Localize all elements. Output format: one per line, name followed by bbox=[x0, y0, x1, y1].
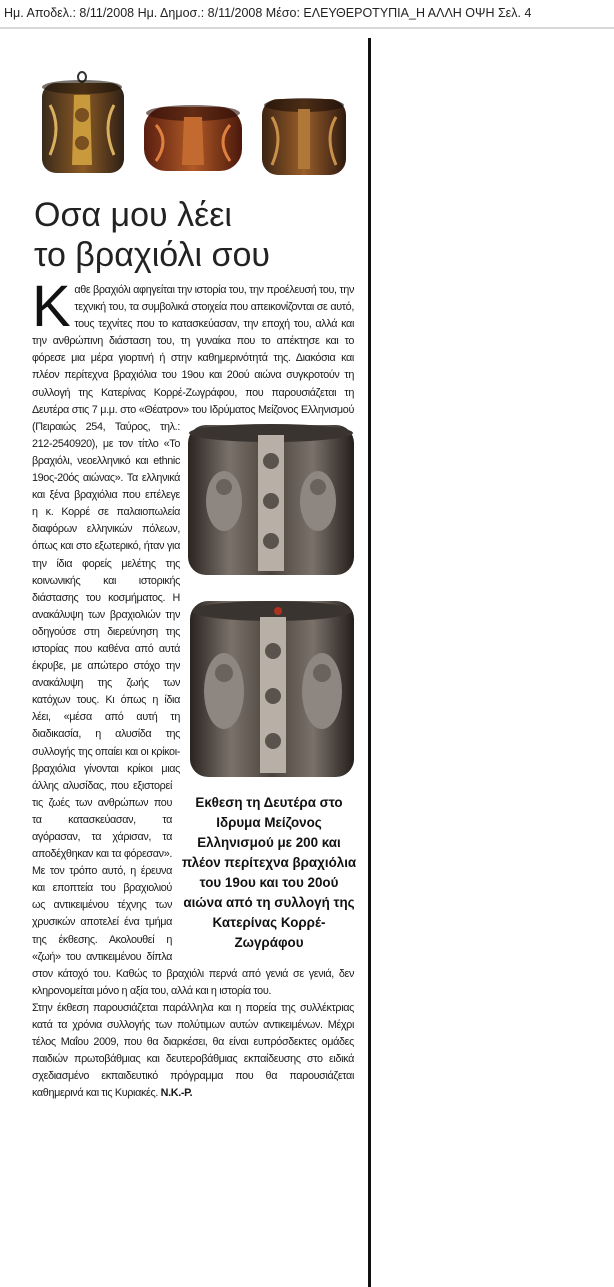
paragraph-1-rest: (Πειραιώς 254, Ταύρος, τηλ.: 212-2540920), με τον τίτλο «Το βραχιόλι, νεοελληνικό και ethnic 19ος-20ός αιώνας». Τα ελληνικά και ξένα βραχιόλια που επέλεγε η κ. Κορρέ σε παλαιοπωλεία διαφόρων ελληνικών πόλεων, όπως και στο εξωτερικό, ήταν για την ίδια φορείς μελέτης της κοινωνικής και ιστορικής διάστασης του κοσμήματος. Η ανακάλυψη των βραχιολιών την οδηγούσε στη διερεύνηση της ιστορίας που καθένα από αυτά έκρυβε, με απώτερο στόχο την ανακάλυψη της ζωής των κατόχων τους. bbox=[32, 420, 180, 707]
paragraph-3: Στην έκθεση παρουσιάζεται παράλληλα και η πορεία της συλλέκτριας κατά τα χρόνια συλλογής των πολύτιμων αυτών αντικειμένων. Μέχρι τέλος Μαΐου 2009, που θα διαρκέσει, θα είναι ευπρόσδεκτες ομάδες παιδιών πρωτοβάθμιας και δευτεροβάθμιας εκπαίδευσης στο ειδικά σχεδιασμένο εκπαιδευτικό πρόγραμμα που θα παρουσιάζεται καθημερινά και τις Κυριακές. bbox=[32, 1001, 354, 1100]
paragraph-1-lead: αθε βραχιόλι αφηγείται την ιστορία του, την προέλευσή του, την τεχνική του, τα συμβολικά στοιχεία που απεικονίζονται σε αυτό, τους τεχνίτες που το κατασκεύασαν, την εποχή του, αλλά και την ανθρώπινη διάσταση του, τη γυναίκα που το απέκτησε και το φόρεσε μια μέρα γιορτινή ή στην καθημερινότητά της. Διακόσια και πλέον περίτεχνα βραχιόλια του 19ου και 20ού αιώνα συγκροτούν τη συλλογή της Κατερίνας Κορρέ-Ζωγράφου, που παρουσιάζεται τη Δευτέρα στις 7 μ.μ. στο «Θέατρον» του Ιδρύματος Μείζονος Ελληνισμού bbox=[32, 284, 354, 416]
bracelet-1 bbox=[42, 72, 124, 173]
drop-cap: Κ bbox=[32, 274, 71, 339]
three-bracelets-photo bbox=[34, 65, 352, 185]
bracelet-3 bbox=[262, 98, 346, 175]
silver-cuff-2 bbox=[190, 601, 354, 777]
headline-line-2: το βραχιόλι σου bbox=[34, 236, 271, 274]
bracelet-2 bbox=[144, 105, 242, 171]
silver-cuff-1 bbox=[188, 424, 354, 575]
column-divider bbox=[368, 38, 371, 1287]
article-headline bbox=[34, 195, 354, 275]
two-silver-cuff-bracelets-photo bbox=[186, 421, 356, 783]
article bbox=[28, 60, 358, 1282]
author-byline: Ν.Κ.-Ρ. bbox=[160, 1087, 193, 1100]
paragraph-2: Κι όπως η ίδια λέει, «μέσα από αυτή τη διαδικασία, η αλυσίδα της συλλογής της οπαίει και οι κρίκοι-βραχιόλια γίνονται κρίκοι μιας άλλης αλυσίδας, που εξιστορεί τις ζωές των ανθρώπων που τα κατασκεύασαν, τα αγόρασαν, τα χάρισαν, τα αποδέχθηκαν και τα φόρεσαν». Με τον τρόπο αυτό, η έρευνα και εποπτεία του βραχιολιού ως αντικειμένου τέχνης των χρυσικών αποτελεί ένα τμήμα της έκθεσης. Ακολουθεί η «ζωή» του αντικειμένου δίπλα στον κάτοχό του. Καθώς το βραχιόλι περνά από γενιά σε γενιά, δεν κληρονομείται μόνο η αξία του, αλλά και η ιστορία του. bbox=[32, 694, 354, 997]
header-divider bbox=[0, 27, 614, 29]
article-body bbox=[32, 274, 357, 1103]
clipping-header: Ημ. Αποδελ.: 8/11/2008 Ημ. Δημοσ.: 8/11/2008 Μέσο: ΕΛΕΥΘΕΡΟΤΥΠΙΑ_Η ΑΛΛΗ ΟΨΗ Σελ. 4 bbox=[4, 6, 532, 20]
headline-line-1: Οσα μου λέει bbox=[34, 196, 232, 234]
photo-caption: Εκθεση τη Δευτέρα στο Ιδρυμα Μείζονος Ελληνισμού με 200 και πλέον περίτεχνα βραχιόλια του 19ου και του 20ού αιώνα από τη συλλογή της Κατερίνας Κορρέ-Ζωγράφου bbox=[181, 794, 357, 950]
